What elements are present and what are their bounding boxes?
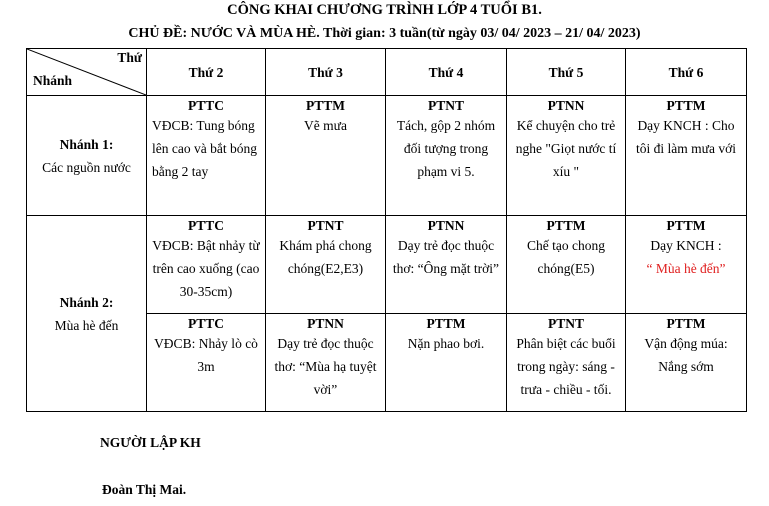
day-header-fri: Thứ 6 — [626, 49, 747, 96]
schedule-table — [26, 48, 747, 412]
activity-code: PTTM — [546, 218, 586, 233]
activity-code: PTTM — [306, 98, 345, 113]
activity-code: PTTM — [426, 316, 466, 331]
activity-desc: Vận động múa: Nắng sớm — [644, 336, 728, 374]
activity-code: PTNN — [307, 316, 344, 331]
activity-cell — [266, 96, 386, 216]
activity-desc: Dạy trẻ đọc thuộc thơ: “Mùa hạ tuyệt vời” — [274, 336, 377, 397]
branch-sub: Mùa hè đến — [54, 317, 119, 333]
activity-cell — [386, 216, 507, 314]
activity-desc: Khám phá chong chóng(E2,E3) — [279, 238, 372, 276]
activity-code: PTTM — [666, 218, 706, 233]
activity-code: PTNN — [427, 218, 465, 233]
activity-code: PTTM — [666, 316, 706, 331]
activity-desc: Dạy KNCH : — [650, 238, 722, 253]
corner-branch-label: Nhánh — [33, 73, 73, 88]
activity-code: PTNN — [547, 98, 585, 113]
activity-code: PTNT — [307, 218, 344, 233]
activity-code: PTNT — [547, 316, 584, 331]
activity-cell — [626, 96, 747, 216]
activity-desc: VĐCB: Tung bóng lên cao và bắt bóng bằng 2 tay — [152, 118, 257, 179]
branch-sub: Các nguồn nước — [42, 159, 131, 175]
branch-name: Nhánh 2: — [59, 294, 114, 310]
activity-code: PTTC — [187, 316, 224, 331]
author-name: Đoàn Thị Mai. — [102, 482, 187, 497]
song-title-highlight: “ Mùa hè đến” — [646, 261, 726, 276]
activity-desc: Nặn phao bơi. — [407, 336, 485, 351]
activity-code: PTNT — [427, 98, 464, 113]
activity-cell — [266, 216, 386, 314]
activity-desc: Phân biệt các buổi trong ngày: sáng - trưa - chiều - tối. — [516, 336, 616, 397]
activity-cell — [626, 216, 747, 314]
activity-desc: Chế tạo chong chóng(E5) — [527, 238, 605, 276]
activity-cell — [507, 96, 626, 216]
activity-cell — [507, 314, 626, 412]
activity-desc: Vẽ mưa — [304, 118, 347, 133]
author-label: NGƯỜI LẬP KH — [100, 435, 201, 450]
activity-desc: Dạy KNCH : Cho tôi đi làm mưa với — [636, 118, 736, 156]
document-title: CÔNG KHAI CHƯƠNG TRÌNH LỚP 4 TUỔI B1. — [227, 2, 542, 18]
day-header-wed: Thứ 4 — [386, 49, 507, 96]
table-row — [27, 96, 747, 216]
activity-cell — [386, 96, 507, 216]
activity-cell — [507, 216, 626, 314]
branch-name: Nhánh 1: — [59, 136, 114, 152]
corner-day-label: Thứ — [117, 50, 142, 65]
table-row — [27, 216, 747, 314]
activity-desc: VĐCB: Nhảy lò cò 3m — [154, 336, 258, 374]
activity-cell — [266, 314, 386, 412]
activity-desc: Dạy trẻ đọc thuộc thơ: “Ông mặt trời” — [392, 238, 500, 276]
activity-code: PTTC — [187, 98, 224, 113]
corner-cell — [27, 49, 147, 96]
activity-cell — [386, 314, 507, 412]
activity-desc: Kể chuyện cho trẻ nghe "Giọt nước tí xíu " — [515, 118, 617, 179]
document-subtitle: CHỦ ĐỀ: NƯỚC VÀ MÙA HÈ. Thời gian: 3 tuần(từ ngày 03/ 04/ 2023 – 21/ 04/ 2023) — [128, 26, 641, 41]
activity-cell — [147, 96, 266, 216]
activity-cell — [147, 314, 266, 412]
activity-desc: VĐCB: Bật nhảy từ trên cao xuống (cao 30-35cm) — [152, 238, 260, 299]
branch-cell-1 — [27, 96, 147, 216]
activity-code: PTTM — [666, 98, 706, 113]
activity-cell — [147, 216, 266, 314]
day-header-thu: Thứ 5 — [507, 49, 626, 96]
day-header-mon: Thứ 2 — [147, 49, 266, 96]
activity-code: PTTC — [187, 218, 224, 233]
activity-desc: Tách, gộp 2 nhóm đối tượng trong phạm vi 5. — [396, 118, 496, 179]
branch-cell-2 — [27, 216, 147, 412]
day-header-tue: Thứ 3 — [266, 49, 386, 96]
activity-cell — [626, 314, 747, 412]
header-row — [27, 49, 747, 96]
